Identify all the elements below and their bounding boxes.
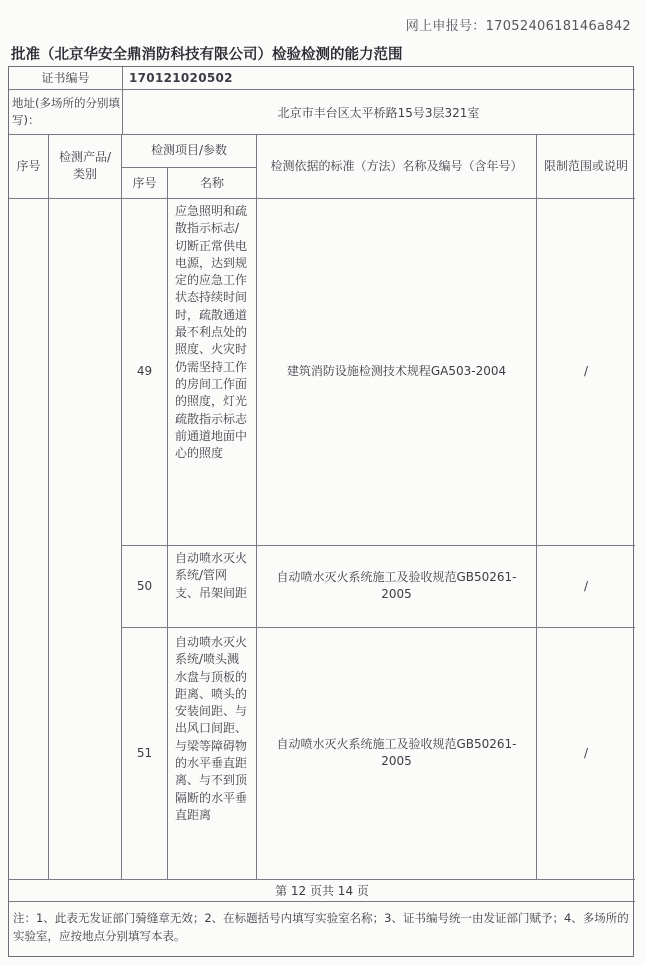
certificate-label: 证书编号 bbox=[41, 71, 90, 85]
header-item-seq: 序号 bbox=[132, 175, 157, 190]
certificate-number: 170121020502 bbox=[129, 71, 233, 85]
item-limit-49: / bbox=[583, 364, 589, 378]
item-limit-50: / bbox=[583, 578, 589, 593]
page-title: 批准（北京华安全鼎消防科技有限公司）检验检测的能力范围 bbox=[11, 47, 403, 63]
header-seq: 序号 bbox=[16, 158, 41, 173]
item-seq-51: 51 bbox=[136, 745, 153, 760]
header-item-group: 检测项目/参数 bbox=[150, 143, 228, 157]
item-limit-51: / bbox=[583, 745, 589, 760]
address-value: 北京市丰台区太平桥路15号3层321室 bbox=[277, 106, 480, 120]
column-divider bbox=[167, 167, 168, 879]
capability-table bbox=[8, 66, 634, 957]
footnote: 注：1、此表无发证部门骑缝章无效；2、在标题括号内填写实验室名称；3、证书编号统一由发证部门赋予；4、多场所的实验室，应按地点分别填写本表。 bbox=[13, 911, 629, 943]
item-seq-49: 49 bbox=[136, 364, 153, 378]
item-standard-51: 自动喷水灭火系统施工及验收规范GB50261-2005 bbox=[276, 737, 517, 768]
item-name-49: 应急照明和疏散指示标志/切断正常供电电源，达到规定的应急工作状态持续时间时，疏散通道最不利点处的照度、火灾时仍需坚持工作的房间工作面的照度，灯光疏散指示标志前通道地面中心的照度 bbox=[175, 204, 248, 461]
address-label: 地址(多场所的分别填写)： bbox=[12, 96, 120, 127]
row-divider bbox=[9, 89, 635, 90]
header-limit: 限制范围或说明 bbox=[543, 158, 628, 173]
header-product: 检测产品/类别 bbox=[58, 150, 112, 181]
header-item-name: 名称 bbox=[199, 175, 224, 190]
online-serial-number: 网上申报号：1705240618146a842 bbox=[405, 19, 631, 34]
item-standard-50: 自动喷水灭火系统施工及验收规范GB50261-2005 bbox=[276, 570, 517, 601]
item-name-51: 自动喷水灭火系统/喷头溅水盘与顶板的距离、喷头的安装间距、与出风口间距、与梁等障碍物的水平垂直距离、与不到顶隔断的水平垂直距离 bbox=[175, 635, 248, 822]
item-standard-49: 建筑消防设施检测技术规程GA503-2004 bbox=[286, 364, 507, 378]
header-standard: 检测依据的标准（方法）名称及编号（含年号） bbox=[270, 158, 523, 173]
item-seq-50: 50 bbox=[136, 578, 153, 593]
column-divider bbox=[122, 67, 123, 89]
page-number: 第 12 页共 14 页 bbox=[275, 883, 369, 898]
column-divider bbox=[48, 134, 49, 879]
row-divider bbox=[9, 901, 635, 902]
item-name-50: 自动喷水灭火系统/管网支、吊架间距 bbox=[175, 551, 248, 600]
